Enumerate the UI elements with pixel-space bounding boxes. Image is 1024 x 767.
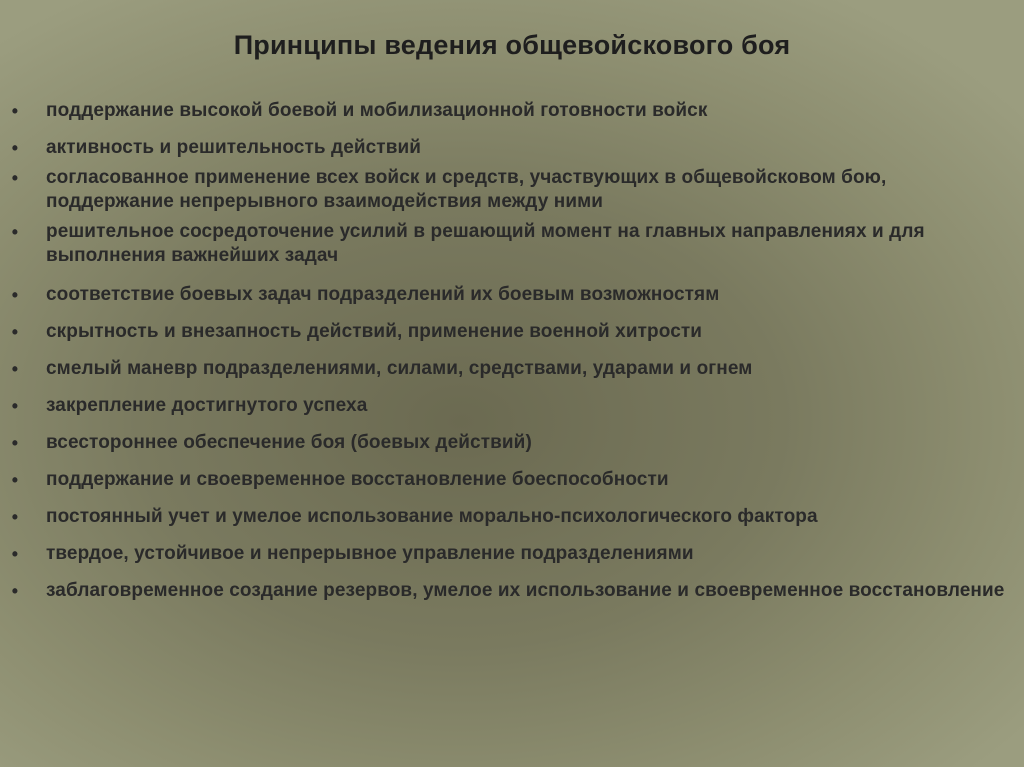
list-item-text: заблаговременное создание резервов, умелое их использование и своевременное восстановление xyxy=(46,580,1005,601)
bullet-icon: • xyxy=(11,138,19,158)
bullet-icon: • xyxy=(11,470,19,490)
list-item xyxy=(8,579,1014,603)
list-item xyxy=(8,283,1014,307)
list-item-text: постоянный учет и умелое использование морально-психологического фактора xyxy=(46,506,818,527)
bullet-icon: • xyxy=(11,322,19,342)
bullet-icon: • xyxy=(11,433,19,453)
list-item-text: скрытность и внезапность действий, применение военной хитрости xyxy=(46,321,703,342)
list-item xyxy=(8,220,1014,268)
bullet-icon: • xyxy=(11,507,19,527)
list-item xyxy=(8,505,1014,529)
list-item xyxy=(8,357,1014,381)
bullet-icon: • xyxy=(11,359,19,379)
list-item xyxy=(8,99,1014,123)
list-item xyxy=(8,320,1014,344)
list-item xyxy=(8,542,1014,566)
principles-list xyxy=(8,99,1014,603)
bullet-icon: • xyxy=(11,285,19,305)
list-item xyxy=(8,166,1014,214)
bullet-icon: • xyxy=(11,101,19,121)
list-item-text: поддержание и своевременное восстановление боеспособности xyxy=(46,469,669,490)
bullet-icon: • xyxy=(11,222,19,242)
list-item-text: всестороннее обеспечение боя (боевых действий) xyxy=(46,432,532,453)
list-item xyxy=(8,431,1014,455)
bullet-icon: • xyxy=(11,581,19,601)
slide-title: Принципы ведения общевойскового боя xyxy=(233,30,791,60)
bullet-icon: • xyxy=(11,168,19,188)
list-item xyxy=(8,468,1014,492)
list-item-text: активность и решительность действий xyxy=(46,137,422,158)
list-item xyxy=(8,394,1014,418)
list-item-text: решительное сосредоточение усилий в решающий момент на главных направлениях и для выполнения важнейших задач xyxy=(46,221,925,266)
list-item-text: смелый маневр подразделениями, силами, средствами, ударами и огнем xyxy=(46,358,753,379)
list-item-text: поддержание высокой боевой и мобилизационной готовности войск xyxy=(46,100,708,121)
list-item-text: соответствие боевых задач подразделений их боевым возможностям xyxy=(46,284,720,305)
bullet-icon: • xyxy=(11,544,19,564)
list-item-text: согласованное применение всех войск и средств, участвующих в общевойсковом бою, поддержание непрерывного взаимодействия между ними xyxy=(46,167,887,212)
bullet-icon: • xyxy=(11,396,19,416)
list-item-text: твердое, устойчивое и непрерывное управление подразделениями xyxy=(46,543,694,564)
list-item-text: закрепление достигнутого успеха xyxy=(46,395,368,416)
list-item xyxy=(8,136,1014,160)
